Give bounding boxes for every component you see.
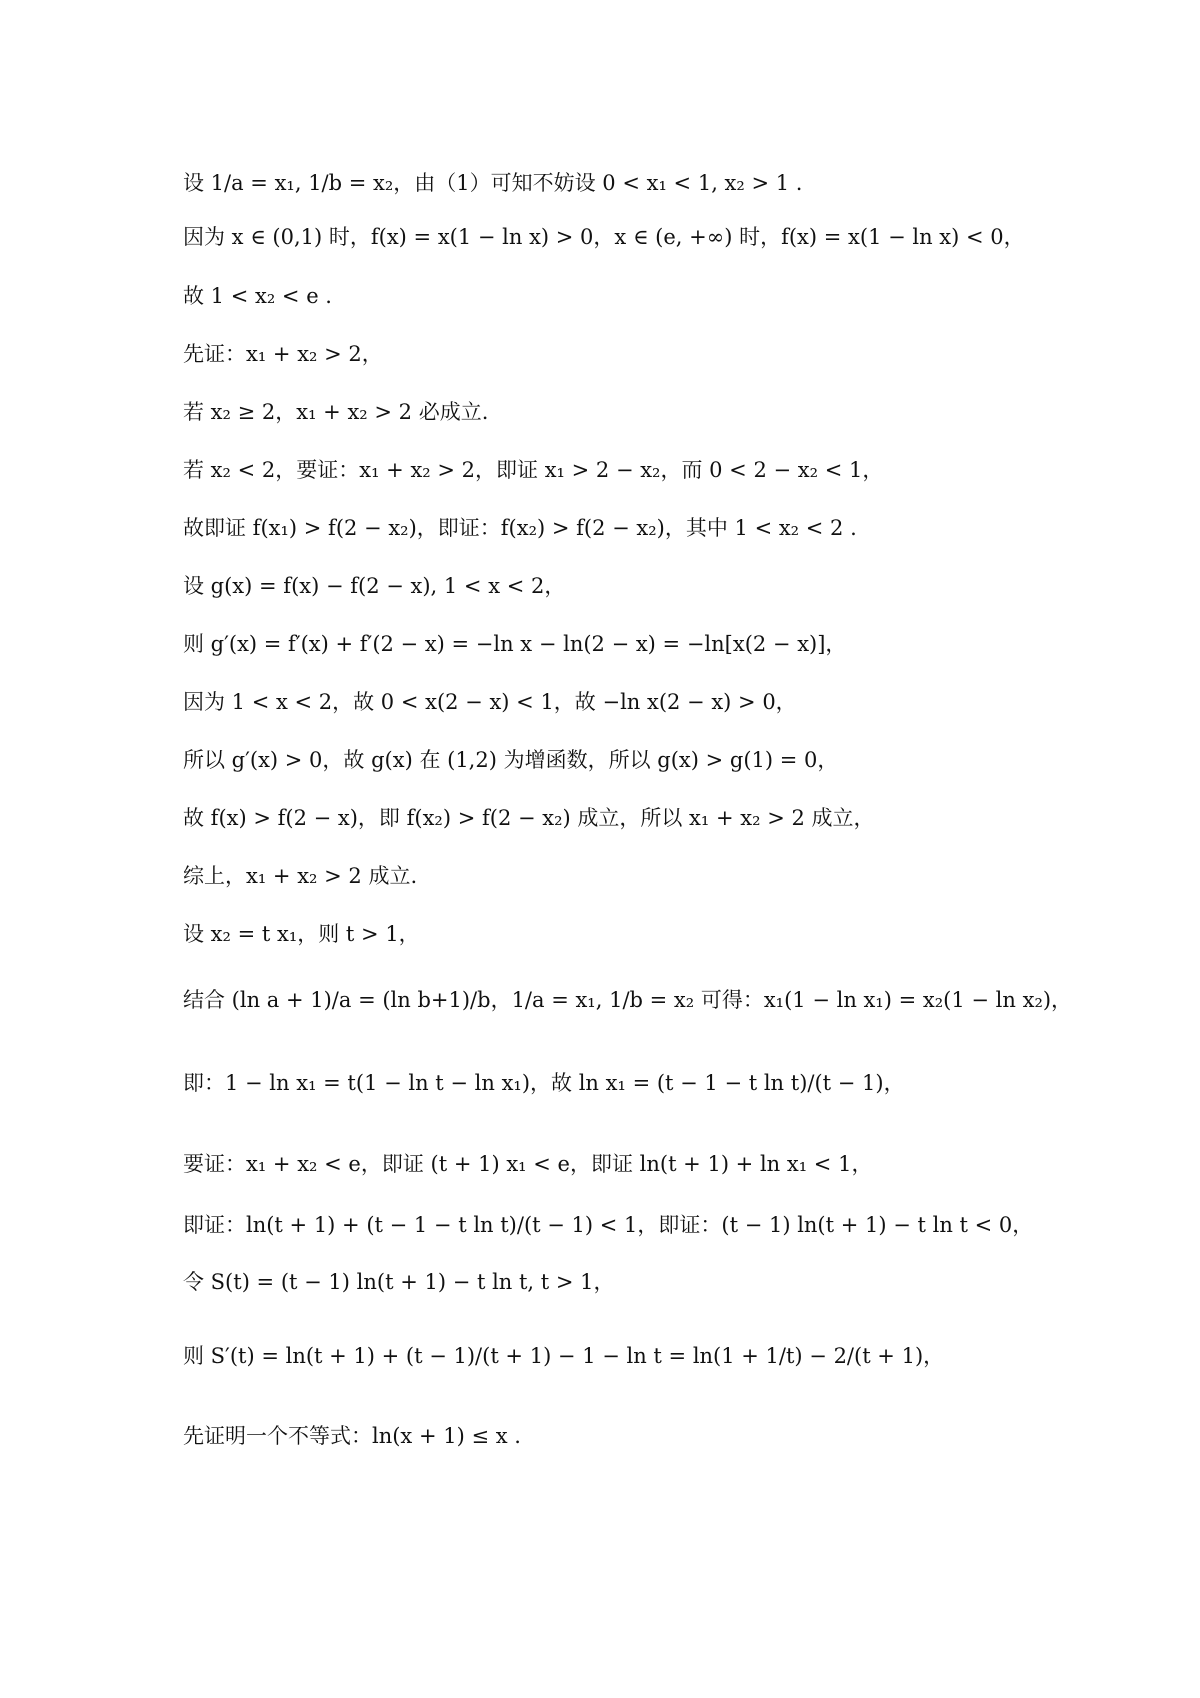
text-line: 先证：x₁ + x₂ > 2，	[183, 342, 383, 366]
text-line: 故 1 < x₂ < e .	[183, 284, 332, 308]
text-line: 所以 g′(x) > 0，故 g(x) 在 (1,2) 为增函数，所以 g(x) > g(1) = 0，	[183, 748, 839, 772]
text-line: 故 f(x) > f(2 − x)，即 f(x₂) > f(2 − x₂) 成立，所以 x₁ + x₂ > 2 成立，	[183, 806, 875, 830]
text-line: 即：1 − ln x₁ = t(1 − ln t − ln x₁)，故 ln x₁ = (t − 1 − t ln t)/(t − 1)，	[183, 1071, 905, 1095]
text-line: 即证：ln(t + 1) + (t − 1 − t ln t)/(t − 1) < 1，即证：(t − 1) ln(t + 1) − t ln t < 0，	[183, 1213, 1034, 1237]
text-line: 则 S′(t) = ln(t + 1) + (t − 1)/(t + 1) − 1 − ln t = ln(1 + 1/t) − 2/(t + 1)，	[183, 1344, 945, 1368]
text-line: 故即证 f(x₁) > f(2 − x₂)，即证：f(x₂) > f(2 − x₂)，其中 1 < x₂ < 2 .	[183, 516, 857, 540]
text-line: 先证明一个不等式：ln(x + 1) ≤ x .	[183, 1424, 521, 1448]
text-line: 因为 x ∈ (0,1) 时，f(x) = x(1 − ln x) > 0，x ∈ (e, +∞) 时，f(x) = x(1 − ln x) < 0，	[183, 225, 1025, 249]
text-line: 设 1/a = x₁, 1/b = x₂，由（1）可知不妨设 0 < x₁ < 1, x₂ > 1 .	[183, 171, 803, 195]
text-line: 综上，x₁ + x₂ > 2 成立.	[183, 864, 418, 888]
text-line: 结合 (ln a + 1)/a = (ln b+1)/b，1/a = x₁, 1/b = x₂ 可得：x₁(1 − ln x₁) = x₂(1 − ln x₂)，	[183, 988, 1073, 1012]
text-line: 要证：x₁ + x₂ < e，即证 (t + 1) x₁ < e，即证 ln(t + 1) + ln x₁ < 1，	[183, 1152, 873, 1176]
text-line: 因为 1 < x < 2，故 0 < x(2 − x) < 1，故 −ln x(2 − x) > 0，	[183, 690, 797, 714]
text-line: 若 x₂ ≥ 2，x₁ + x₂ > 2 必成立.	[183, 400, 489, 424]
text-line: 若 x₂ < 2，要证：x₁ + x₂ > 2，即证 x₁ > 2 − x₂，而 0 < 2 − x₂ < 1，	[183, 458, 884, 482]
text-line: 则 g′(x) = f′(x) + f′(2 − x) = −ln x − ln(2 − x) = −ln[x(2 − x)]，	[183, 632, 847, 656]
text-line: 令 S(t) = (t − 1) ln(t + 1) − t ln t, t > 1，	[183, 1270, 615, 1294]
text-line: 设 g(x) = f(x) − f(2 − x), 1 < x < 2，	[183, 574, 566, 598]
text-line: 设 x₂ = t x₁，则 t > 1，	[183, 922, 420, 946]
